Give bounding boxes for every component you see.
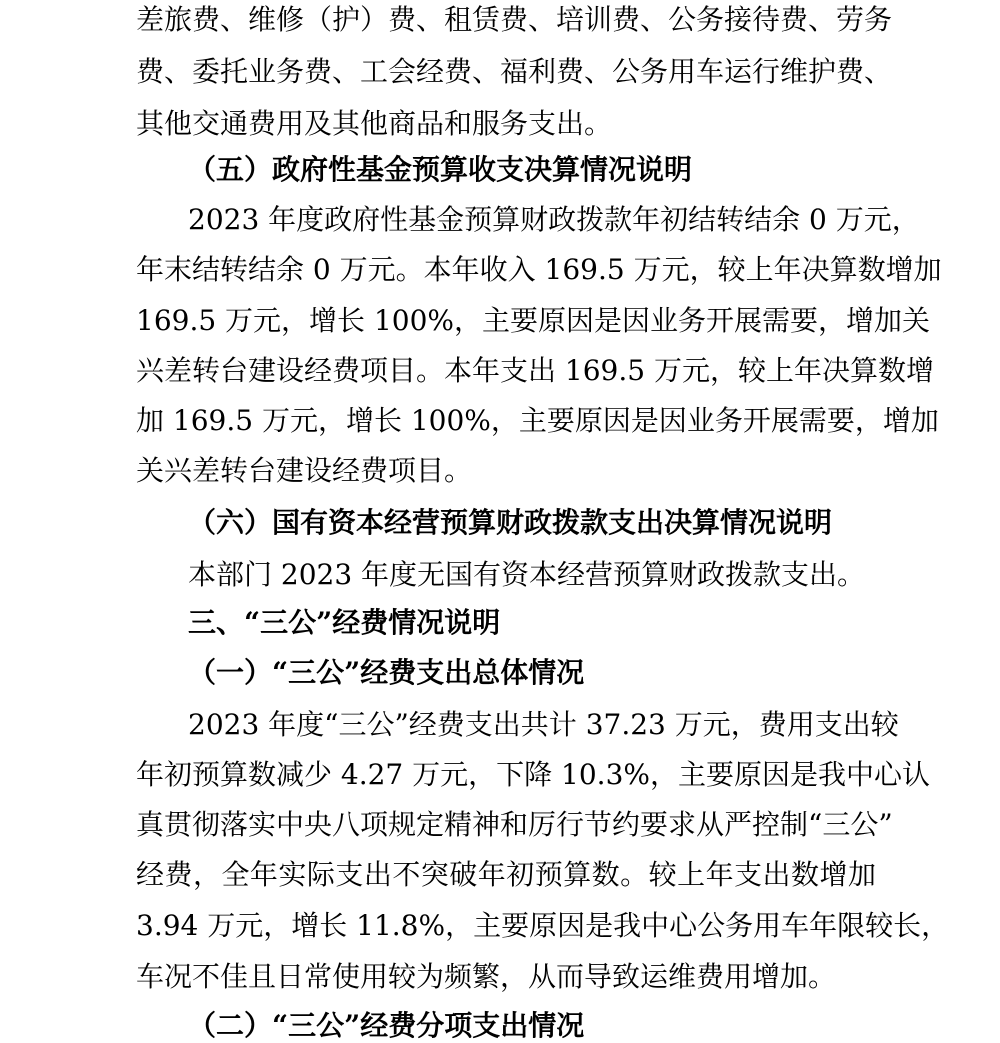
paragraph-line: 关兴差转台建设经费项目。: [136, 454, 473, 487]
paragraph-line: 加 169.5 万元，增长 100%，主要原因是因业务开展需要，增加: [136, 404, 939, 437]
section-heading-three-public: 三、“三公”经费情况说明: [188, 606, 501, 639]
section-heading-six: （六）国有资本经营预算财政拨款支出决算情况说明: [188, 506, 833, 539]
subsection-heading-two: （二）“三公”经费分项支出情况: [188, 1009, 585, 1042]
paragraph-line: 其他交通费用及其他商品和服务支出。: [136, 107, 613, 140]
paragraph-line: 车况不佳且日常使用较为频繁，从而导致运维费用增加。: [136, 960, 837, 993]
paragraph-line: 差旅费、维修（护）费、租赁费、培训费、公务接待费、劳务: [136, 3, 893, 36]
paragraph-line: 费、委托业务费、工会经费、福利费、公务用车运行维护费、: [136, 55, 893, 88]
subsection-heading-one: （一）“三公”经费支出总体情况: [188, 656, 585, 689]
paragraph-line: 兴差转台建设经费项目。本年支出 169.5 万元，较上年决算数增: [136, 354, 934, 387]
paragraph-line: 年初预算数减少 4.27 万元，下降 10.3%，主要原因是我中心认: [136, 758, 930, 791]
paragraph-line: 真贯彻落实中央八项规定精神和厉行节约要求从严控制“三公”: [136, 808, 893, 841]
paragraph-line: 2023 年度“三公”经费支出共计 37.23 万元，费用支出较: [188, 708, 899, 741]
paragraph-line: 本部门 2023 年度无国有资本经营预算财政拨款支出。: [188, 558, 866, 591]
paragraph-line: 169.5 万元，增长 100%，主要原因是因业务开展需要，增加关: [136, 304, 931, 337]
paragraph-line: 年末结转结余 0 万元。本年收入 169.5 万元，较上年决算数增加: [136, 253, 942, 286]
paragraph-line: 2023 年度政府性基金预算财政拨款年初结转结余 0 万元，: [188, 203, 920, 236]
paragraph-line: 3.94 万元，增长 11.8%，主要原因是我中心公务用车年限较长，: [136, 909, 950, 942]
section-heading-five: （五）政府性基金预算收支决算情况说明: [188, 153, 693, 186]
paragraph-line: 经费，全年实际支出不突破年初预算数。较上年支出数增加: [136, 858, 876, 891]
